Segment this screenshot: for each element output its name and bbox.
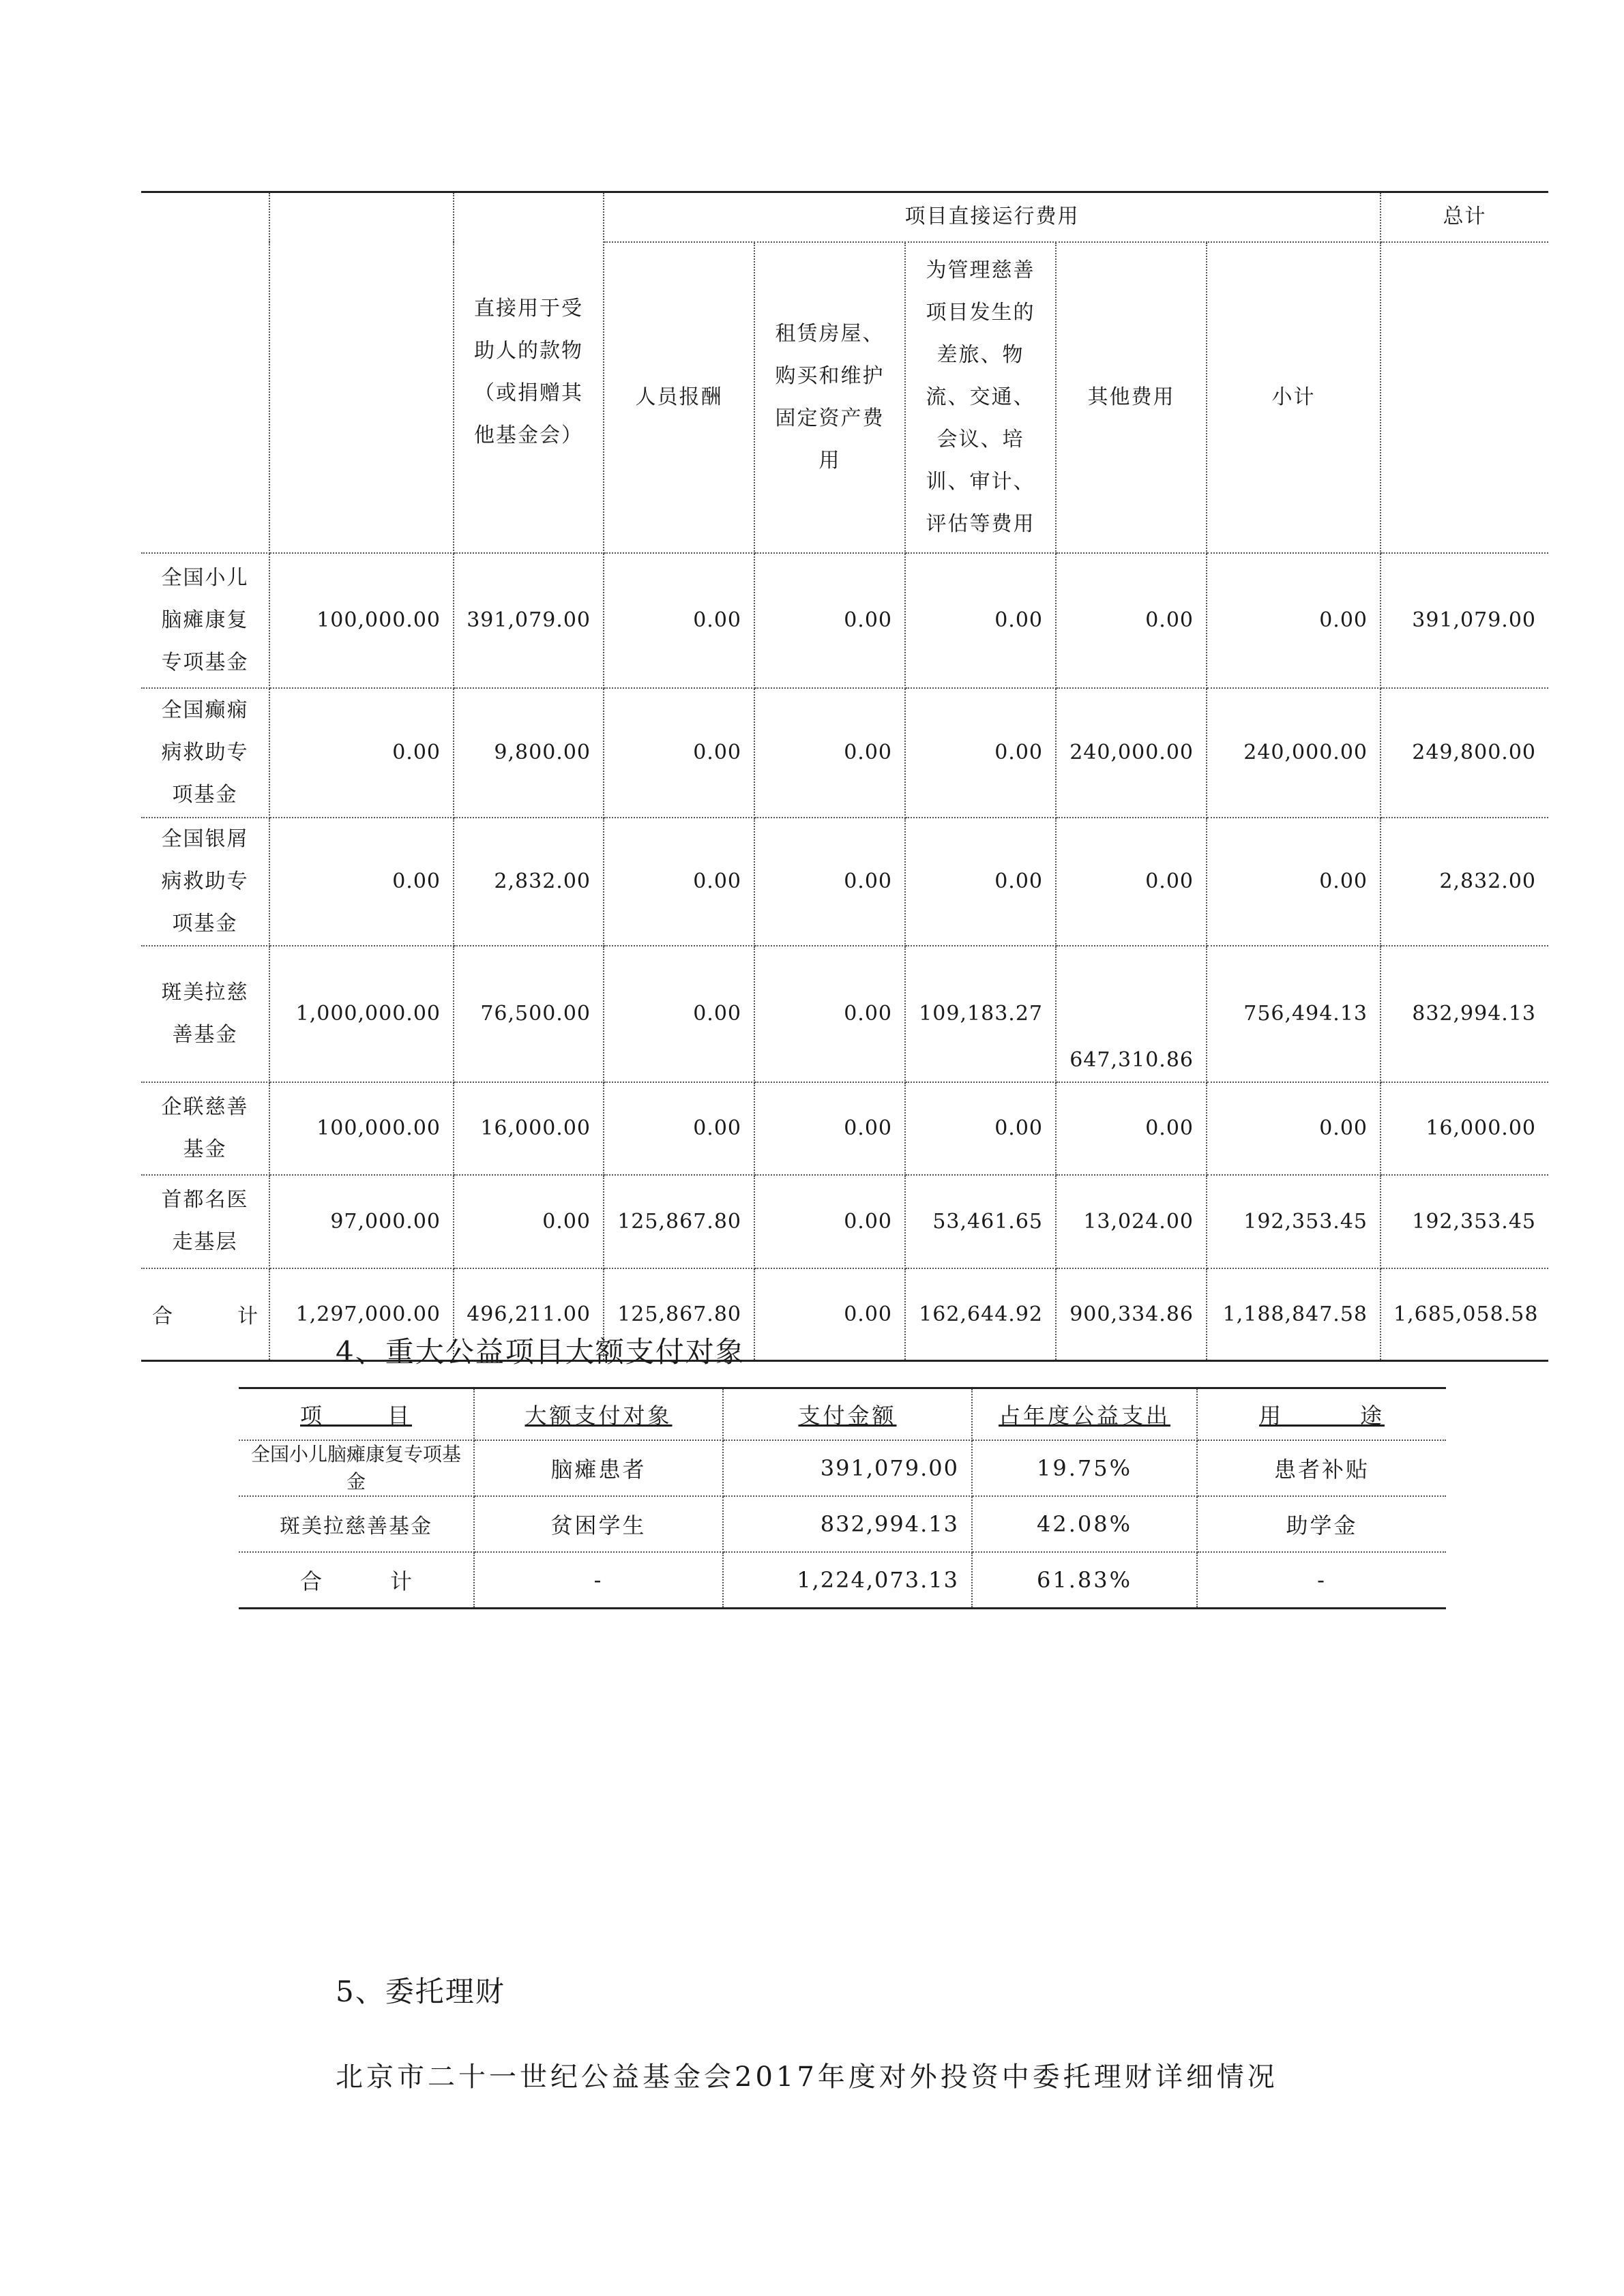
mgmt-cell: 53,461.65 [905,1175,1056,1268]
mgmt-cell: 0.00 [905,553,1056,688]
income-cell: 100,000.00 [269,1082,454,1175]
entrusted-finance-subtitle: 北京市二十一世纪公益基金会2017年度对外投资中委托理财详细情况 [336,2061,1278,2093]
total-cell: 249,800.00 [1381,688,1548,818]
mgmt-cell: 0.00 [905,1082,1056,1175]
income-cell: 0.00 [269,818,454,946]
fund-name: 全国癫痫病救助专项基金 [141,688,269,818]
direct-aid-cell: 76,500.00 [454,946,604,1082]
section-5-heading: 5、委托理财 [336,1975,505,2008]
mgmt-cell: 0.00 [905,688,1056,818]
fund-name: 首都名医走基层 [141,1175,269,1268]
personnel-cell: 125,867.80 [604,1268,754,1361]
income-cell: 97,000.00 [269,1175,454,1268]
col-header-amount: 支付金额 [723,1388,972,1441]
table-header-row [239,1388,1446,1441]
income-cell: 0.00 [269,688,454,818]
section-4-heading: 4、重大公益项目大额支付对象 [336,1335,745,1369]
rent-cell: 0.00 [754,688,905,818]
col-header-project: 项目 [239,1388,474,1441]
rent-cell: 0.00 [754,1082,905,1175]
subtotal-cell: 0.00 [1207,818,1381,946]
header-personnel: 人员报酬 [604,242,754,553]
table-row [239,1496,1446,1552]
share: 42.08% [972,1496,1197,1552]
table-row [141,818,1548,946]
mgmt-cell: 0.00 [905,818,1056,946]
header-blank-income [269,192,454,553]
income-cell: 100,000.00 [269,553,454,688]
payee: 脑瘫患者 [474,1440,723,1496]
table-row [141,1175,1548,1268]
subtotal-cell: 0.00 [1207,1082,1381,1175]
header-total-blank [1381,242,1548,553]
project-name: 斑美拉慈善基金 [239,1496,474,1552]
table-row [141,1082,1548,1175]
subtotal-cell: 0.00 [1207,553,1381,688]
table-row [239,1440,1446,1496]
total-cell: 1,685,058.58 [1381,1268,1548,1361]
total-cell: 16,000.00 [1381,1082,1548,1175]
direct-aid-cell: 0.00 [454,1175,604,1268]
direct-aid-cell: 9,800.00 [454,688,604,818]
personnel-cell: 0.00 [604,1082,754,1175]
other-cell: 240,000.00 [1056,688,1207,818]
amount: 391,079.00 [723,1440,972,1496]
total-cell: 2,832.00 [1381,818,1548,946]
personnel-cell: 0.00 [604,946,754,1082]
major-payments-table [239,1387,1446,1609]
total-label: 合计 [239,1552,474,1609]
header-management-costs: 为管理慈善项目发生的差旅、物流、交通、会议、培训、审计、评估等费用 [905,242,1056,553]
direct-aid-cell: 496,211.00 [454,1268,604,1361]
total-cell: 832,994.13 [1381,946,1548,1082]
fund-name: 全国银屑病救助专项基金 [141,818,269,946]
income-cell: 1,297,000.00 [269,1268,454,1361]
fund-name: 全国小儿脑瘫康复专项基金 [141,553,269,688]
header-blank-name [141,192,269,553]
total-cell: 391,079.00 [1381,553,1548,688]
header-subtotal: 小计 [1207,242,1381,553]
header-total: 总计 [1381,192,1548,242]
rent-cell: 0.00 [754,553,905,688]
total-label: 合计 [141,1268,269,1361]
payee: - [474,1552,723,1609]
other-cell: 0.00 [1056,818,1207,946]
subtotal-cell: 192,353.45 [1207,1175,1381,1268]
other-cell: 0.00 [1056,553,1207,688]
header-direct-aid: 直接用于受助人的款物（或捐赠其他基金会） [454,192,604,553]
amount: 1,224,073.13 [723,1552,972,1609]
personnel-cell: 125,867.80 [604,1175,754,1268]
header-other-costs: 其他费用 [1056,242,1207,553]
use: 助学金 [1197,1496,1446,1552]
mgmt-cell: 162,644.92 [905,1268,1056,1361]
rent-cell: 0.00 [754,818,905,946]
share: 19.75% [972,1440,1197,1496]
header-running-costs: 项目直接运行费用 [604,192,1381,242]
direct-aid-cell: 391,079.00 [454,553,604,688]
table-row [141,946,1548,1082]
payee: 贫困学生 [474,1496,723,1552]
personnel-cell: 0.00 [604,553,754,688]
fund-name: 企联慈善基金 [141,1082,269,1175]
project-expense-table [141,191,1548,1362]
subtotal-cell: 1,188,847.58 [1207,1268,1381,1361]
personnel-cell: 0.00 [604,688,754,818]
table-row [141,688,1548,818]
income-cell: 1,000,000.00 [269,946,454,1082]
col-header-payee: 大额支付对象 [474,1388,723,1441]
share: 61.83% [972,1552,1197,1609]
subtotal-cell: 756,494.13 [1207,946,1381,1082]
header-rent-assets: 租赁房屋、购买和维护固定资产费用 [754,242,905,553]
rent-cell: 0.00 [754,946,905,1082]
subtotal-cell: 240,000.00 [1207,688,1381,818]
use: - [1197,1552,1446,1609]
personnel-cell: 0.00 [604,818,754,946]
mgmt-cell: 109,183.27 [905,946,1056,1082]
fund-name: 斑美拉慈善基金 [141,946,269,1082]
rent-cell: 0.00 [754,1268,905,1361]
total-cell: 192,353.45 [1381,1175,1548,1268]
direct-aid-cell: 16,000.00 [454,1082,604,1175]
col-header-use: 用途 [1197,1388,1446,1441]
use: 患者补贴 [1197,1440,1446,1496]
other-cell: 647,310.86 [1056,946,1207,1082]
total-row [239,1552,1446,1609]
other-cell: 900,334.86 [1056,1268,1207,1361]
direct-aid-cell: 2,832.00 [454,818,604,946]
table-row [141,553,1548,688]
rent-cell: 0.00 [754,1175,905,1268]
other-cell: 13,024.00 [1056,1175,1207,1268]
other-cell: 0.00 [1056,1082,1207,1175]
project-name: 全国小儿脑瘫康复专项基金 [239,1440,474,1496]
col-header-share: 占年度公益支出 [972,1388,1197,1441]
amount: 832,994.13 [723,1496,972,1552]
